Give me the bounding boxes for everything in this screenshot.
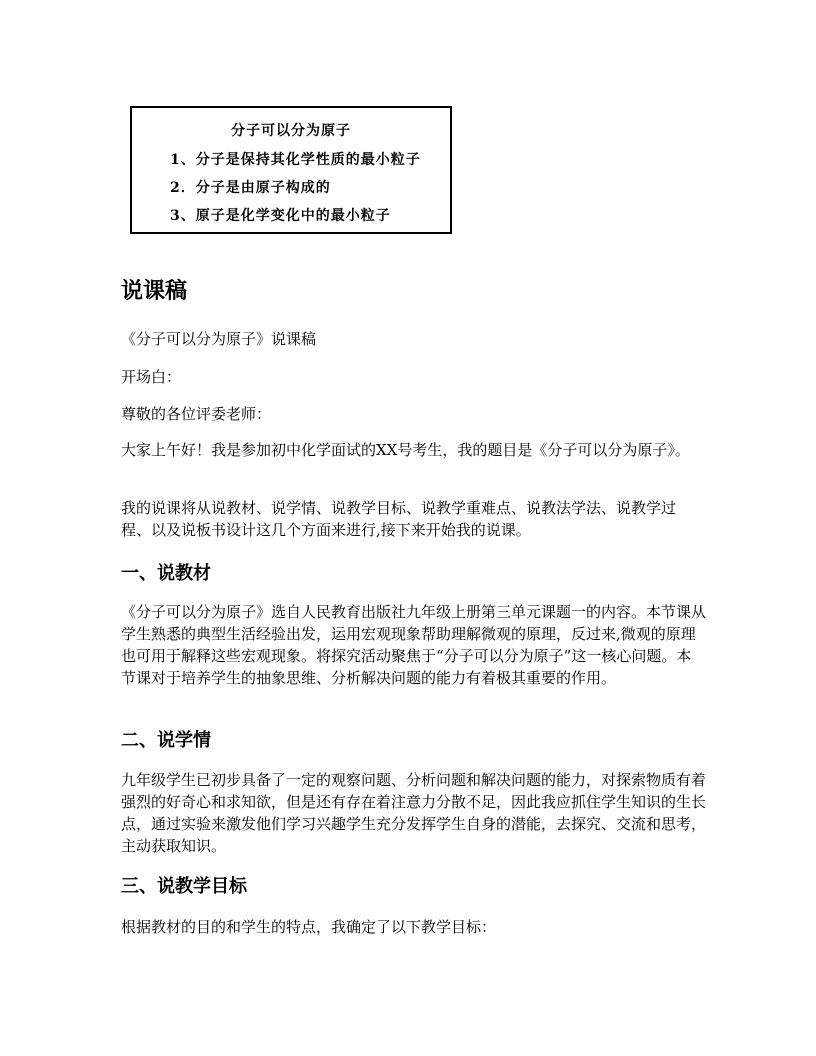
outline-paragraph: 我的说课将从说教材、说学情、说教学目标、说教学重难点、说教法学法、说教学过程、以及说板书设计这几个方面来进行,接下来开始我的说课。 [121,499,677,539]
summary-box-item: 2．分子是由原子构成的 [170,180,331,196]
section-body: 根据教材的目的和学生的特点，我确定了以下教学目标： [121,918,497,936]
section-heading: 三、说教学目标 [121,876,247,897]
section-body: 《分子可以分为原子》选自人民教育出版社九年级上册第三单元课题一的内容。本节课从学生熟悉的典型生活经验出发，运用宏观现象帮助理解微观的原理，反过来,微观的原理也可用于解释这些宏观现象。将探究活动聚焦于“分子可以分为原子”这一核心问题。本节课对于培养学生的抽象思维、分析解决问题的能力有着极其重要的作用。 [121,603,707,687]
summary-box-title: 分子可以分为原子 [231,123,351,139]
document-subtitle: 《分子可以分为原子》说课稿 [121,330,317,348]
summary-box-item: 3、原子是化学变化中的最小粒子 [170,208,391,224]
document-title: 说课稿 [121,279,188,304]
opening-label: 开场白： [121,368,182,386]
section-heading: 二、说学情 [121,730,211,751]
greeting-line: 尊敬的各位评委老师： [121,405,272,423]
intro-paragraph: 大家上午好！我是参加初中化学面试的XX号考生，我的题目是《分子可以分为原子》。 [121,441,690,459]
summary-box-item: 1、分子是保持其化学性质的最小粒子 [170,152,421,168]
blackboard-summary-box [130,106,452,234]
section-body: 九年级学生已初步具备了一定的观察问题、分析问题和解决问题的能力，对探索物质有着强烈的好奇心和求知欲，但是还有存在着注意力分散不足，因此我应抓住学生知识的生长点，通过实验来激发他们学习兴趣学生充分发挥学生自身的潜能，去探究、交流和思考，主动获取知识。 [121,771,707,855]
section-heading: 一、说教材 [121,563,211,584]
